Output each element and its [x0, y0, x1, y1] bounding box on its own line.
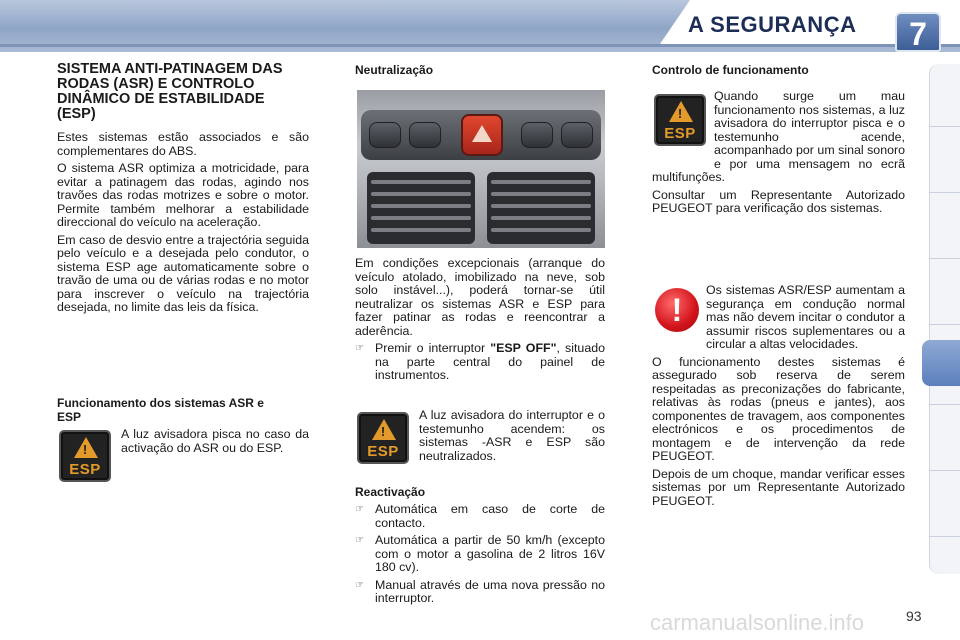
- chapter-tab-divider: [929, 324, 960, 325]
- bullet-item: ☞ Automática a partir de 50 km/h (excepto com o motor a gasolina de 2 litros 16V 180 cv).: [355, 533, 605, 574]
- panel-button: [409, 122, 441, 148]
- pointing-hand-icon: ☞: [355, 343, 364, 354]
- section-title: SISTEMA ANTI-PATINAGEM DAS RODAS (ASR) E CONTROLO DINÂMICO DE ESTABILIDADE (ESP): [57, 61, 283, 122]
- consult-paragraph: Consultar um Representante Autorizado PEUGEOT para verificação dos sistemas.: [652, 187, 905, 215]
- page-title: A SEGURANÇA: [688, 12, 857, 37]
- bullet-item: ☞ Premir o interruptor "ESP OFF", situado na parte central do painel de instrumentos.: [355, 341, 605, 382]
- operation-heading: Funcionamento dos sistemas ASR e ESP: [57, 396, 264, 424]
- reactivation-heading: Reactivação: [355, 485, 426, 499]
- panel-button: [369, 122, 401, 148]
- air-vent-right: [487, 172, 595, 244]
- exclamation-glyph: !: [82, 442, 88, 457]
- malfunction-paragraph: Quando surge um mau funcionamento nos sistemas, a luz avisadora do interruptor pisca e o testemunho acende, acompanhado por um sinal sonoro e por uma mensagem no ecrã multifunções.: [652, 89, 905, 184]
- malfunction-section: [652, 90, 905, 216]
- pointing-hand-icon: ☞: [355, 535, 364, 546]
- intro-paragraph: Estes sistemas estão associados e são complementares do ABS.: [57, 130, 309, 158]
- watermark: carmanualsonline.info: [650, 610, 865, 635]
- stop-warning-icon: !: [655, 288, 699, 332]
- bullet-item: ☞ Automática em caso de corte de contacto.: [355, 502, 605, 530]
- neutralization-paragraph: Em condições excepcionais (arranque do veículo atolado, imobilizado na neve, sob solo instável...), poderá tornar-se útil neutralizar os sistemas ASR e ESP para fazer patinar as rodas e reencontrar a aderência.: [355, 256, 605, 338]
- neutralized-text: A luz avisadora do interruptor e o testemunho acendem: os sistemas -ASR e ESP são neutralizados.: [419, 408, 605, 463]
- chapter-tab-active[interactable]: [922, 340, 960, 386]
- chapter-tab-divider: [929, 536, 960, 537]
- dashboard-switch-photo: [357, 90, 605, 248]
- page-number: 93: [906, 608, 922, 624]
- after-impact-paragraph: Depois de um choque, mandar verificar esses sistemas por um Representante Autorizado PEUGEOT.: [652, 466, 905, 508]
- esp-paragraph: Em caso de desvio entre a trajectória seguida pelo veículo e a desejada pelo condutor, o sistema ESP age automaticamente sobre o travão de uma ou de várias rodas e no motor para inscrever o veículo na trajectória desejada, no limite das leis da física.: [57, 232, 309, 314]
- chapter-tab-divider: [929, 470, 960, 471]
- asr-paragraph: O sistema ASR optimiza a motricidade, para evitar a patinagem das rodas, agindo nos travões das rodas motrizes e sobre o motor. Permite também melhorar a estabilidade direccional do veículo na aceleração.: [57, 161, 309, 229]
- esp-label: ESP: [69, 461, 101, 478]
- esp-label: ESP: [664, 125, 696, 142]
- exclamation-glyph: !: [677, 106, 683, 121]
- chapter-tab-divider: [929, 192, 960, 193]
- esp-warning-icon: [357, 412, 409, 464]
- conditions-paragraph: O funcionamento destes sistemas é assegurado sob reserva de serem respeitadas as preconizações do fabricante, relativas às rodas (pneus e jantes), aos componentes de travagem, aos componentes electrónicos e os procedimentos de montagem e de intervenção da rede PEUGEOT.: [652, 354, 905, 463]
- neutralization-heading: Neutralização: [355, 63, 434, 77]
- neutralization-section: [355, 257, 605, 383]
- function-control-heading: Controlo de funcionamento: [652, 63, 809, 77]
- air-vent-left: [367, 172, 475, 244]
- esp-label: ESP: [367, 443, 399, 460]
- esp-off-button: [521, 122, 553, 148]
- left-column: [57, 62, 309, 315]
- chapter-number: 7: [895, 12, 941, 52]
- exclamation-glyph: !: [380, 424, 386, 439]
- header-divider: [0, 44, 960, 47]
- pointing-hand-icon: ☞: [355, 504, 364, 515]
- chapter-tab-divider: [929, 258, 960, 259]
- chapter-tabs: [929, 64, 960, 574]
- esp-off-label: "ESP OFF": [490, 341, 557, 355]
- pointing-hand-icon: ☞: [355, 579, 364, 591]
- hazard-button-icon: [461, 114, 503, 156]
- safety-notes: [652, 284, 905, 508]
- reactivation-section: [355, 485, 605, 606]
- chapter-tab-divider: [929, 126, 960, 127]
- safety-paragraph: Os sistemas ASR/ESP aumentam a segurança em condução normal mas não devem incitar o condutor a assumir riscos suplementares ou a circular a altas velocidades.: [706, 283, 905, 351]
- bullet-item: ☞ Manual através de uma nova pressão no interruptor.: [355, 577, 605, 605]
- panel-button: [561, 122, 593, 148]
- operation-text: A luz avisadora pisca no caso da activação do ASR ou do ESP.: [121, 427, 309, 455]
- esp-warning-icon: [59, 430, 111, 482]
- operation-section: [57, 396, 309, 424]
- chapter-tab-divider: [929, 404, 960, 405]
